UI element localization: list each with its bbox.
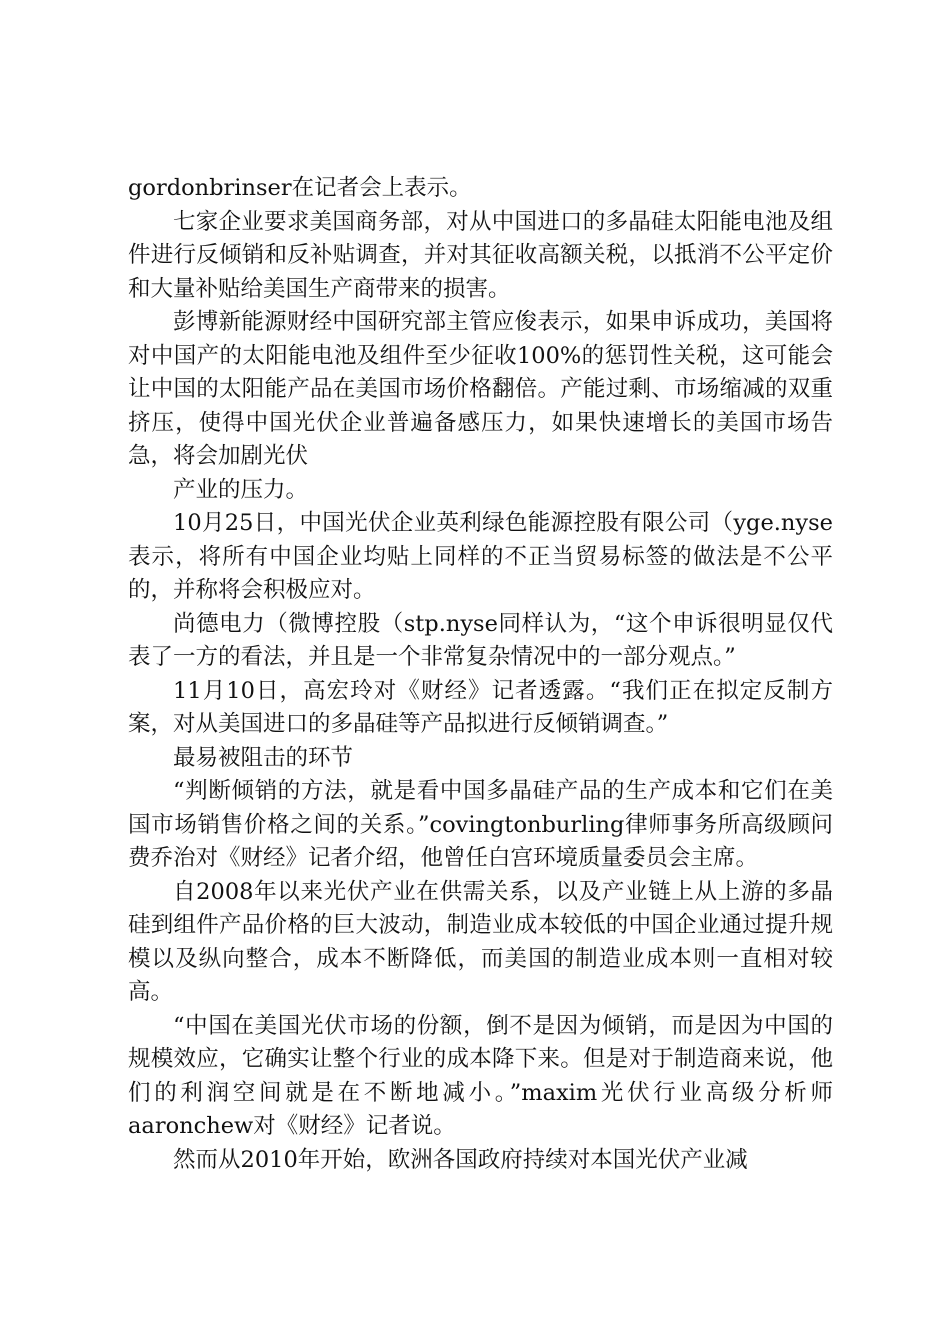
section-heading: 最易被阻击的环节	[173, 744, 354, 771]
paragraph: 然而从2010年开始，欧洲各国政府持续对本国光伏产业减	[173, 1146, 748, 1173]
paragraph: “中国在美国光伏市场的份额，倒不是因为倾销，而是因为中国的规模效应，它确实让整个行业的成本降下来。但是对于制造商来说，他们的利润空间就是在不断地减小。”maxim光伏行业高级分析师aaronchew对《财经》记者说。	[128, 1012, 833, 1139]
paragraph: 自2008年以来光伏产业在供需关系，以及产业链上从上游的多晶硅到组件产品价格的巨大波动，制造业成本较低的中国企业通过提升规模以及纵向整合，成本不断降低，而美国的制造业成本则一直相对较高。	[128, 878, 833, 1005]
document-body	[128, 172, 833, 1177]
paragraph: 尚德电力（微博控股（stp.nyse同样认为，“这个申诉很明显仅代表了一方的看法，并且是一个非常复杂情况中的一部分观点。”	[128, 610, 833, 670]
paragraph: 10月25日，中国光伏企业英利绿色能源控股有限公司（yge.nyse表示，将所有中国企业均贴上同样的不正当贸易标签的做法是不公平的，并称将会积极应对。	[128, 510, 833, 603]
paragraph: 七家企业要求美国商务部，对从中国进口的多晶硅太阳能电池及组件进行反倾销和反补贴调查，并对其征收高额关税，以抵消不公平定价和大量补贴给美国生产商带来的损害。	[128, 208, 833, 302]
paragraph: “判断倾销的方法，就是看中国多晶硅产品的生产成本和它们在美国市场销售价格之间的关系。”covingtonburling律师事务所高级顾问费乔治对《财经》记者介绍，他曾任白宫环境质量委员会主席。	[128, 778, 833, 871]
paragraph: 彭博新能源财经中国研究部主管应俊表示，如果申诉成功，美国将对中国产的太阳能电池及组件至少征收100%的惩罚性关税，这可能会让中国的太阳能产品在美国市场价格翻倍。产能过剩、市场缩减的双重挤压，使得中国光伏企业普遍备感压力，如果快速增长的美国市场告急，将会加剧光伏	[128, 309, 833, 469]
paragraph: 11月10日，高宏玲对《财经》记者透露。“我们正在拟定反制方案，对从美国进口的多晶硅等产品拟进行反倾销调查。”	[128, 677, 833, 737]
paragraph: 产业的压力。	[173, 476, 309, 503]
paragraph: gordonbrinser在记者会上表示。	[128, 175, 472, 201]
